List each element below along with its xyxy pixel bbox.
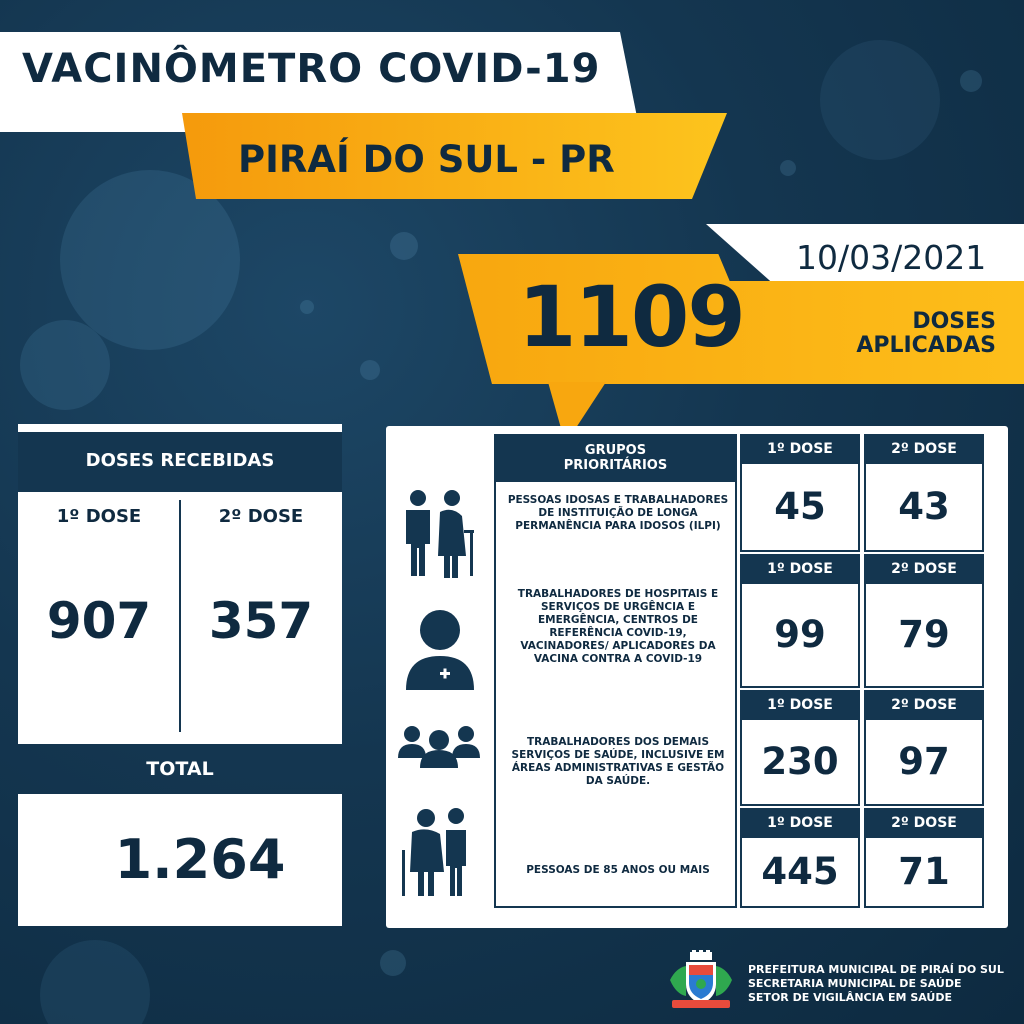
dose1-value: 45 [740,464,860,552]
doses-received-panel [18,424,342,744]
total-label: TOTAL [146,758,214,780]
virus-decoration [820,40,940,160]
bubble-decoration [300,300,314,314]
elderly-couple-icon [396,488,482,580]
bubble-decoration [390,232,418,260]
received-dose2-label: 2º DOSE [218,506,304,527]
dose1-header: 1º DOSE [740,554,860,584]
doses-label-line1: DOSES [912,309,996,334]
group-description: TRABALHADORES DE HOSPITAIS E SERVIÇOS DE URGÊNCIA E EMERGÊNCIA, CENTROS DE REFERÊNCIA COVID-19, VACINADORES/ APLICADORES DA VACINA CONTRA A COVID-19 [517,588,719,665]
group-description: PESSOAS IDOSAS E TRABALHADORES DE INSTITUIÇÃO DE LONGA PERMANÊNCIA PARA IDOSOS (ILPI) [507,494,729,532]
priority-groups-table [494,434,986,908]
bubble-decoration [960,70,982,92]
dose2-header: 2º DOSE [864,554,984,584]
dose1-value: 230 [740,720,860,806]
page-title: VACINÔMETRO COVID-19 [22,46,601,92]
dose1-value: 445 [740,838,860,908]
group-description: TRABALHADORES DOS DEMAIS SERVIÇOS DE SAÚDE, INCLUSIVE EM ÁREAS ADMINISTRATIVAS E GESTÃO DA SAÚDE. [511,736,725,787]
column-divider [179,500,181,732]
groups-header-line2: PRIORITÁRIOS [563,458,668,473]
group-people-icon [398,724,480,768]
municipal-coat-of-arms-icon [668,950,734,1010]
bubble-decoration [360,360,380,380]
footer-text [748,963,1004,1005]
dose2-value: 79 [864,584,984,688]
dose2-header: 2º DOSE [864,690,984,720]
received-dose1-label: 1º DOSE [56,506,142,527]
total-value: 1.264 [114,828,286,891]
health-worker-icon [402,608,478,690]
city-name: PIRAÍ DO SUL - PR [238,138,615,181]
bubble-decoration [380,950,406,976]
dose1-header: 1º DOSE [740,808,860,838]
footer-line3: SETOR DE VIGILÂNCIA EM SAÚDE [748,991,952,1004]
dose1-header: 1º DOSE [740,434,860,464]
virus-decoration [20,320,110,410]
doses-label-line2: APLICADAS [856,333,996,358]
total-box [18,794,342,926]
report-date: 10/03/2021 [796,238,987,277]
virus-decoration [40,940,150,1024]
dose2-value: 43 [864,464,984,552]
received-dose1-value: 907 [46,592,152,650]
doses-applied-label [856,310,996,358]
dose2-value: 71 [864,838,984,908]
groups-description-column [494,482,737,908]
doses-applied-value: 1109 [518,268,744,366]
dose2-header: 2º DOSE [864,808,984,838]
doses-received-title: DOSES RECEBIDAS [85,450,275,471]
groups-header-text [494,443,737,473]
group-description: PESSOAS DE 85 ANOS OU MAIS [526,864,710,876]
dose1-header: 1º DOSE [740,690,860,720]
dose1-value: 99 [740,584,860,688]
bubble-decoration [780,160,796,176]
footer-line1: PREFEITURA MUNICIPAL DE PIRAÍ DO SUL [748,963,1004,976]
groups-header-line1: GRUPOS [584,443,647,458]
footer-line2: SECRETARIA MUNICIPAL DE SAÚDE [748,977,962,990]
elderly-with-cane-icon [398,806,478,898]
dose2-value: 97 [864,720,984,806]
received-dose2-value: 357 [208,592,314,650]
dose2-header: 2º DOSE [864,434,984,464]
groups-header [494,434,737,482]
